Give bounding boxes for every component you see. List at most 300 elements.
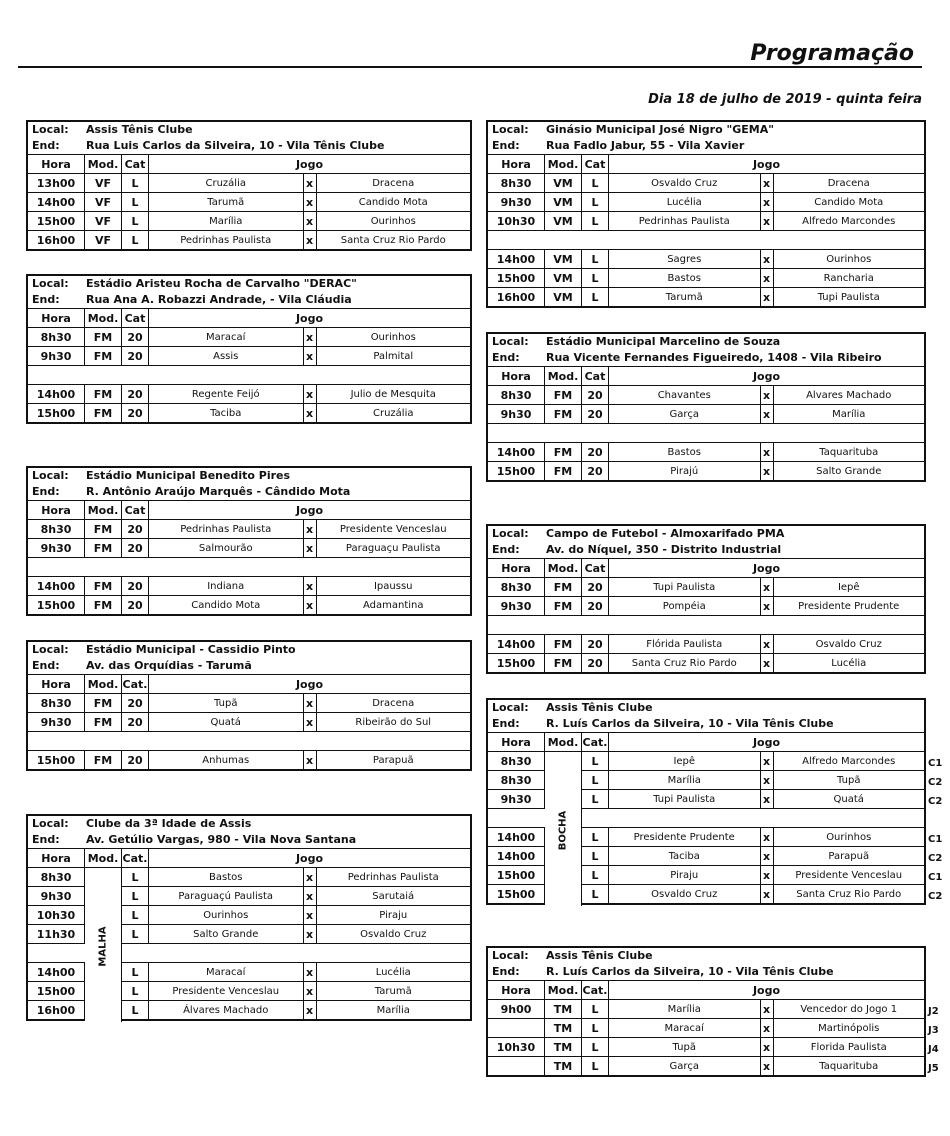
table-header-row (28, 309, 470, 328)
team-away: Tupi Paulista (817, 291, 880, 303)
game-row (488, 578, 924, 597)
team-home: Indiana (149, 577, 304, 595)
game-time: 15h00 (28, 751, 85, 769)
team-home: Tupã (609, 1038, 761, 1056)
game-row (488, 443, 924, 462)
game-modality: FM (545, 654, 582, 672)
game-time: 14h00 (28, 385, 85, 403)
team-home: Pirajú (609, 462, 761, 480)
venue-address-line (488, 964, 924, 980)
team-away: Candido Mota (358, 196, 428, 208)
team-away: Presidente Venceslau (339, 523, 447, 535)
venue-name: Assis Tênis Clube (546, 949, 653, 962)
game-time: 9h30 (28, 713, 85, 731)
col-cat: Cat (122, 309, 149, 327)
game-modality: FM (545, 443, 582, 461)
venue-block (486, 698, 943, 905)
versus-mark: x (304, 539, 317, 557)
team-away: Palmital (373, 350, 414, 362)
team-away: Parapuã (828, 850, 870, 862)
venue-address: R. Antônio Araújo Marquês - Cândido Mota (86, 485, 351, 498)
team-home: Bastos (609, 443, 761, 461)
venue-name: Assis Tênis Clube (546, 701, 653, 714)
table-header-row (28, 675, 470, 694)
team-away: Florida Paulista (810, 1041, 887, 1053)
game-time: 15h00 (488, 462, 545, 480)
team-home: Pedrinhas Paulista (149, 520, 304, 538)
versus-mark: x (761, 828, 774, 846)
col-jogo: Jogo (295, 503, 324, 517)
team-home: Garça (609, 405, 761, 423)
game-category: L (582, 212, 609, 230)
game-row (28, 174, 470, 193)
versus-mark: x (761, 443, 774, 461)
team-away: Marília (832, 408, 866, 420)
team-away: Santa Cruz Rio Pardo (340, 234, 446, 246)
col-mod: Mod. (545, 559, 582, 577)
game-row (488, 1038, 924, 1057)
versus-mark: x (761, 654, 774, 672)
games-table (28, 674, 470, 769)
team-away: Alfredo Marcondes (802, 215, 896, 227)
versus-mark: x (304, 713, 317, 731)
court-code: C2 (928, 796, 943, 807)
game-modality: FM (545, 578, 582, 596)
end-label: End: (32, 833, 60, 846)
team-away: Julio de Mesquita (350, 388, 436, 400)
local-label: Local: (492, 701, 529, 714)
game-time: 10h30 (488, 1038, 545, 1056)
spacer-cell (488, 424, 924, 442)
court-code: C1 (928, 872, 943, 883)
local-label: Local: (492, 527, 529, 540)
game-category: L (582, 288, 609, 306)
team-away: Ourinhos (826, 253, 872, 265)
venue-local (488, 700, 924, 716)
game-category: L (122, 193, 149, 211)
game-time: 9h30 (488, 790, 545, 808)
team-away: Iepê (837, 581, 860, 593)
game-category: L (122, 887, 149, 905)
game-category: L (122, 174, 149, 192)
versus-mark: x (304, 906, 317, 924)
game-time: 14h00 (488, 250, 545, 268)
game-time: 9h30 (488, 405, 545, 423)
team-home: Garça (609, 1057, 761, 1075)
versus-mark: x (761, 212, 774, 230)
venue-local (28, 122, 470, 138)
game-row (488, 193, 924, 212)
team-away: Taquarituba (819, 446, 879, 458)
team-away: Sarutaiá (372, 890, 415, 902)
team-home: Maracaí (149, 963, 304, 981)
team-home: Anhumas (149, 751, 304, 769)
versus-mark: x (304, 347, 317, 365)
col-hora: Hora (28, 155, 85, 173)
game-time: 14h00 (488, 443, 545, 461)
col-jogo: Jogo (295, 851, 324, 865)
versus-mark: x (761, 288, 774, 306)
venue-local (28, 276, 470, 292)
spacer-row (28, 558, 470, 577)
game-category: 20 (582, 443, 609, 461)
team-away: Ourinhos (826, 831, 872, 843)
game-time: 8h30 (488, 752, 545, 770)
court-code: C2 (928, 853, 943, 864)
game-category: L (122, 906, 149, 924)
team-home: Presidente Venceslau (149, 982, 304, 1000)
game-row (488, 269, 924, 288)
game-row (488, 462, 924, 480)
team-away: Lucélia (375, 966, 411, 978)
versus-mark: x (304, 925, 317, 943)
game-time: 14h00 (488, 635, 545, 653)
game-modality: FM (545, 386, 582, 404)
versus-mark: x (761, 885, 774, 903)
venue-name: Clube da 3ª Idade de Assis (86, 817, 252, 830)
game-category: L (582, 250, 609, 268)
game-category: L (582, 752, 609, 770)
versus-mark: x (304, 868, 317, 886)
versus-mark: x (761, 1057, 774, 1075)
game-category: 20 (582, 654, 609, 672)
game-time: 14h00 (28, 963, 85, 981)
team-away: Quatá (833, 793, 864, 805)
game-time: 8h30 (488, 386, 545, 404)
versus-mark: x (304, 751, 317, 769)
game-modality: VF (85, 212, 122, 230)
team-away: Paraguaçu Paulista (345, 542, 441, 554)
end-label: End: (32, 659, 60, 672)
game-row (488, 288, 924, 306)
team-away: Taquarituba (819, 1060, 879, 1072)
team-away: Adamantina (362, 599, 424, 611)
spacer-cell (488, 616, 924, 634)
col-cat: Cat (122, 155, 149, 173)
team-away: Tarumã (374, 985, 412, 997)
team-home: Candido Mota (149, 596, 304, 614)
game-time (488, 1057, 545, 1075)
team-home: Tupã (149, 694, 304, 712)
game-category: 20 (122, 404, 149, 422)
versus-mark: x (761, 462, 774, 480)
venue-block (26, 120, 472, 251)
game-time: 15h00 (28, 596, 85, 614)
end-label: End: (492, 717, 520, 730)
versus-mark: x (761, 578, 774, 596)
court-code: J3 (928, 1025, 939, 1036)
team-home: Sagres (609, 250, 761, 268)
modality-malha-label: MALHA (97, 925, 109, 967)
game-row (488, 654, 924, 672)
game-time: 14h00 (488, 847, 545, 865)
game-modality: FM (85, 577, 122, 595)
game-category: 20 (582, 578, 609, 596)
game-row (28, 596, 470, 614)
game-category: L (582, 790, 609, 808)
game-category: 20 (582, 462, 609, 480)
game-modality: VM (545, 269, 582, 287)
game-time: 10h30 (488, 212, 545, 230)
game-time: 11h30 (28, 925, 85, 943)
venue-local (28, 816, 470, 832)
venue-local (488, 526, 924, 542)
team-away: Cruzália (373, 407, 414, 419)
game-time: 8h30 (28, 520, 85, 538)
versus-mark: x (761, 386, 774, 404)
game-time: 14h00 (28, 577, 85, 595)
game-row (28, 347, 470, 366)
table-header-row (488, 559, 924, 578)
venue-block (26, 814, 472, 1021)
team-home: Bastos (609, 269, 761, 287)
team-home: Chavantes (609, 386, 761, 404)
modality-bocha-label: BOCHA (557, 810, 569, 850)
game-category: 20 (122, 751, 149, 769)
team-home: Pedrinhas Paulista (609, 212, 761, 230)
game-category: 20 (122, 694, 149, 712)
game-time: 9h30 (488, 193, 545, 211)
game-row (28, 539, 470, 558)
team-away: Alvares Machado (806, 389, 892, 401)
local-label: Local: (492, 335, 529, 348)
team-home: Tupi Paulista (609, 790, 761, 808)
court-code: C1 (928, 758, 943, 769)
col-jogo: Jogo (295, 677, 324, 691)
game-row (488, 174, 924, 193)
game-modality: FM (85, 751, 122, 769)
game-time: 9h30 (28, 887, 85, 905)
col-cat: Cat. (582, 733, 609, 751)
local-label: Local: (32, 277, 69, 290)
team-away: Dracena (372, 697, 415, 709)
col-mod: Mod. (545, 155, 582, 173)
page-title: Programação (750, 41, 914, 66)
schedule-date: Dia 18 de julho de 2019 - quinta feira (648, 92, 922, 107)
modality-merged-cell (85, 871, 122, 1022)
venue-address-line (488, 716, 924, 732)
venue-address-line (28, 138, 470, 154)
team-away: Dracena (827, 177, 870, 189)
page-header (18, 36, 922, 68)
venue-address-line (488, 350, 924, 366)
team-home: Maracaí (149, 328, 304, 346)
venue-block (486, 524, 926, 674)
game-category: L (122, 963, 149, 981)
col-mod: Mod. (545, 733, 582, 751)
venue-name: Estádio Municipal Benedito Pires (86, 469, 291, 482)
table-header-row (28, 849, 470, 868)
game-category: L (122, 231, 149, 249)
versus-mark: x (304, 231, 317, 249)
venue-name: Estádio Aristeu Rocha de Carvalho "DERAC" (86, 277, 357, 290)
versus-mark: x (304, 577, 317, 595)
versus-mark: x (761, 752, 774, 770)
games-table (28, 308, 470, 422)
games-table (28, 154, 470, 249)
table-header-row (28, 501, 470, 520)
team-home: Álvares Machado (149, 1001, 304, 1019)
col-hora: Hora (28, 309, 85, 327)
col-mod: Mod. (85, 849, 122, 867)
team-home: Osvaldo Cruz (609, 885, 761, 903)
game-modality: VM (545, 174, 582, 192)
col-cat: Cat. (122, 849, 149, 867)
game-row (488, 597, 924, 616)
game-modality: FM (85, 596, 122, 614)
game-modality: FM (545, 462, 582, 480)
game-category: L (582, 1057, 609, 1075)
game-category: 20 (582, 635, 609, 653)
game-category: 20 (122, 328, 149, 346)
game-time: 10h30 (28, 906, 85, 924)
game-row (488, 635, 924, 654)
game-row (28, 212, 470, 231)
team-home: Salto Grande (149, 925, 304, 943)
col-hora: Hora (28, 849, 85, 867)
court-code: C1 (928, 834, 943, 845)
col-jogo: Jogo (752, 983, 781, 997)
court-code: C2 (928, 891, 943, 902)
team-away: Rancharia (823, 272, 874, 284)
team-home: Cruzália (149, 174, 304, 192)
game-modality: TM (545, 1057, 582, 1075)
col-jogo: Jogo (295, 157, 324, 171)
game-time: 8h30 (28, 868, 85, 886)
spacer-row (488, 424, 924, 443)
team-home: Taciba (609, 847, 761, 865)
team-home: Pompéia (609, 597, 761, 615)
game-category: 20 (122, 520, 149, 538)
team-away: Ourinhos (370, 215, 416, 227)
game-category: 20 (122, 577, 149, 595)
team-away: Presidente Prudente (798, 600, 900, 612)
team-home: Presidente Prudente (609, 828, 761, 846)
team-home: Flórida Paulista (609, 635, 761, 653)
versus-mark: x (304, 694, 317, 712)
col-cat: Cat. (582, 981, 609, 999)
end-label: End: (492, 139, 520, 152)
col-jogo: Jogo (295, 311, 324, 325)
team-away: Dracena (372, 177, 415, 189)
versus-mark: x (304, 212, 317, 230)
venue-block (26, 274, 472, 424)
games-table (488, 366, 924, 480)
game-time: 13h00 (28, 174, 85, 192)
game-time: 15h00 (28, 212, 85, 230)
versus-mark: x (304, 520, 317, 538)
venue-address-line (28, 832, 470, 848)
team-home: Regente Feijó (149, 385, 304, 403)
table-header-row (488, 367, 924, 386)
local-label: Local: (492, 123, 529, 136)
versus-mark: x (761, 635, 774, 653)
spacer-cell (28, 558, 470, 576)
game-time: 15h00 (488, 866, 545, 884)
game-category: L (122, 1001, 149, 1019)
venue-address-line (28, 658, 470, 674)
game-row (28, 577, 470, 596)
spacer-row (488, 231, 924, 250)
game-time: 8h30 (488, 174, 545, 192)
game-modality: VF (85, 231, 122, 249)
col-jogo: Jogo (752, 369, 781, 383)
court-code: J2 (928, 1006, 939, 1017)
spacer-cell (488, 231, 924, 249)
team-home: Santa Cruz Rio Pardo (609, 654, 761, 672)
team-home: Lucélia (609, 193, 761, 211)
game-time: 8h30 (28, 328, 85, 346)
game-time: 16h00 (28, 1001, 85, 1019)
team-away: Marília (376, 1004, 410, 1016)
versus-mark: x (304, 385, 317, 403)
game-modality: FM (545, 405, 582, 423)
team-home: Bastos (149, 868, 304, 886)
game-category: L (122, 925, 149, 943)
col-hora: Hora (488, 733, 545, 751)
col-hora: Hora (488, 367, 545, 385)
game-category: L (582, 1000, 609, 1018)
game-modality: TM (545, 1038, 582, 1056)
game-modality: VM (545, 288, 582, 306)
game-time: 15h00 (28, 404, 85, 422)
table-header-row (488, 155, 924, 174)
game-category: L (582, 771, 609, 789)
team-home: Salmourão (149, 539, 304, 557)
spacer-row (28, 732, 470, 751)
game-category: 20 (582, 386, 609, 404)
games-table (28, 500, 470, 614)
versus-mark: x (761, 1038, 774, 1056)
game-row (28, 385, 470, 404)
team-away: Pedrinhas Paulista (347, 871, 439, 883)
versus-mark: x (761, 174, 774, 192)
local-label: Local: (32, 123, 69, 136)
venue-name: Estádio Municipal Marcelino de Souza (546, 335, 781, 348)
versus-mark: x (304, 193, 317, 211)
game-modality: VM (545, 250, 582, 268)
game-row (28, 520, 470, 539)
versus-mark: x (761, 597, 774, 615)
team-away: Ribeirão do Sul (355, 716, 432, 728)
game-category: L (582, 174, 609, 192)
game-category: 20 (122, 713, 149, 731)
spacer-cell (28, 732, 470, 750)
versus-mark: x (761, 847, 774, 865)
col-hora: Hora (488, 155, 545, 173)
col-jogo: Jogo (752, 561, 781, 575)
venue-local (28, 642, 470, 658)
game-modality: VF (85, 174, 122, 192)
venue-address: Av. das Orquídias - Tarumã (86, 659, 252, 672)
game-row (488, 250, 924, 269)
venue-address-line (488, 138, 924, 154)
venue-local (488, 948, 924, 964)
team-home: Assis (149, 347, 304, 365)
team-away: Parapuã (372, 754, 414, 766)
col-hora: Hora (28, 501, 85, 519)
game-row (28, 694, 470, 713)
local-label: Local: (492, 949, 529, 962)
game-category: L (582, 1038, 609, 1056)
venue-address: Av. do Níquel, 350 - Distrito Industrial (546, 543, 782, 556)
end-label: End: (492, 965, 520, 978)
team-away: Piraju (379, 909, 408, 921)
team-away: Ourinhos (370, 331, 416, 343)
venue-block (26, 466, 472, 616)
game-row (28, 193, 470, 212)
game-row (28, 713, 470, 732)
